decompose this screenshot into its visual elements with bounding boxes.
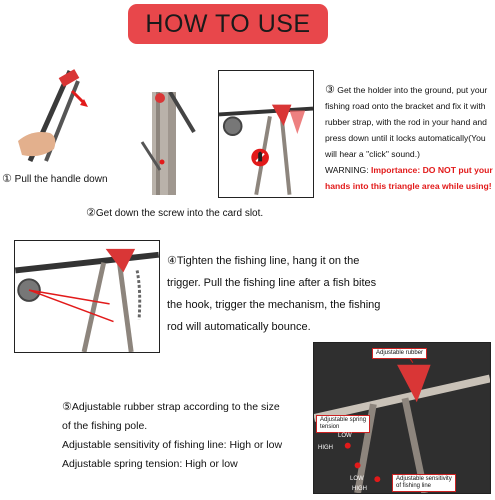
step5-line-4: Adjustable spring tension: High or low (62, 458, 238, 470)
step2-illustration (112, 92, 207, 195)
step3-line-5: will hear a "click" sound.) (325, 149, 420, 159)
step1-photo (10, 63, 90, 163)
step3-illustration (219, 71, 313, 197)
step3-line-1: ③ Get the holder into the ground, put your (325, 84, 488, 96)
step1-caption (2, 172, 108, 185)
step4-line-3: the hook, trigger the mechanism, the fishing (167, 299, 381, 311)
adjustable-spring-label: Adjustable spring tension (316, 415, 370, 433)
step5-number: ⑤ (62, 401, 72, 413)
high-label-1: HIGH (318, 445, 333, 451)
step3-warning-line-1: WARNING: Importance: DO NOT put your (325, 165, 493, 175)
step5-text-block (62, 398, 312, 474)
step4-line-1: ④Tighten the fishing line, hang it on the (167, 255, 360, 267)
banner-title: HOW TO USE (145, 9, 311, 38)
low-label-1: LOW (338, 433, 352, 439)
step4-text-block (167, 250, 492, 338)
step2-photo (112, 92, 207, 195)
step3-number: ③ (325, 84, 335, 96)
low-label-2: LOW (350, 476, 364, 482)
how-to-use-banner (128, 4, 328, 44)
warning-importance: Importance: DO NOT put your (371, 165, 493, 175)
step3-line-4: press down until it locks automatically(You (325, 133, 486, 143)
step2-caption (86, 206, 263, 219)
step5-line-2: of the fishing pole. (62, 420, 148, 432)
step4-line-2: trigger. Pull the fishing line after a fish bites (167, 277, 377, 289)
adjustable-sensitivity-label: Adjustable sensitivity of fishing line (392, 474, 456, 492)
step4-illustration (15, 241, 159, 352)
step3-text-block (325, 82, 495, 194)
step5-line-1: ⑤Adjustable rubber strap according to the size (62, 401, 280, 413)
high-label-2: HIGH (352, 486, 367, 492)
step5-line-3: Adjustable sensitivity of fishing line: High or low (62, 439, 283, 451)
step4-line-4: rod will automatically bounce. (167, 321, 311, 333)
step1-text: Pull the handle down (11, 174, 108, 185)
step1-illustration (10, 63, 90, 163)
step3-warning-line-2: hands into this triangle area while using! (325, 181, 492, 191)
step4-photo (14, 240, 160, 353)
step3-line-3: rubber strap, with the rod in your hand and (325, 117, 487, 127)
adjustable-rubber-label: Adjustable rubber (372, 348, 427, 359)
step1-number: ① (2, 173, 12, 185)
step2-number: ② (86, 207, 96, 219)
step4-number: ④ (167, 255, 177, 267)
step3-photo (218, 70, 314, 198)
step3-line-2: fishing road onto the bracket and fix it with (325, 101, 486, 111)
step2-text: Get down the screw into the card slot. (95, 208, 264, 219)
